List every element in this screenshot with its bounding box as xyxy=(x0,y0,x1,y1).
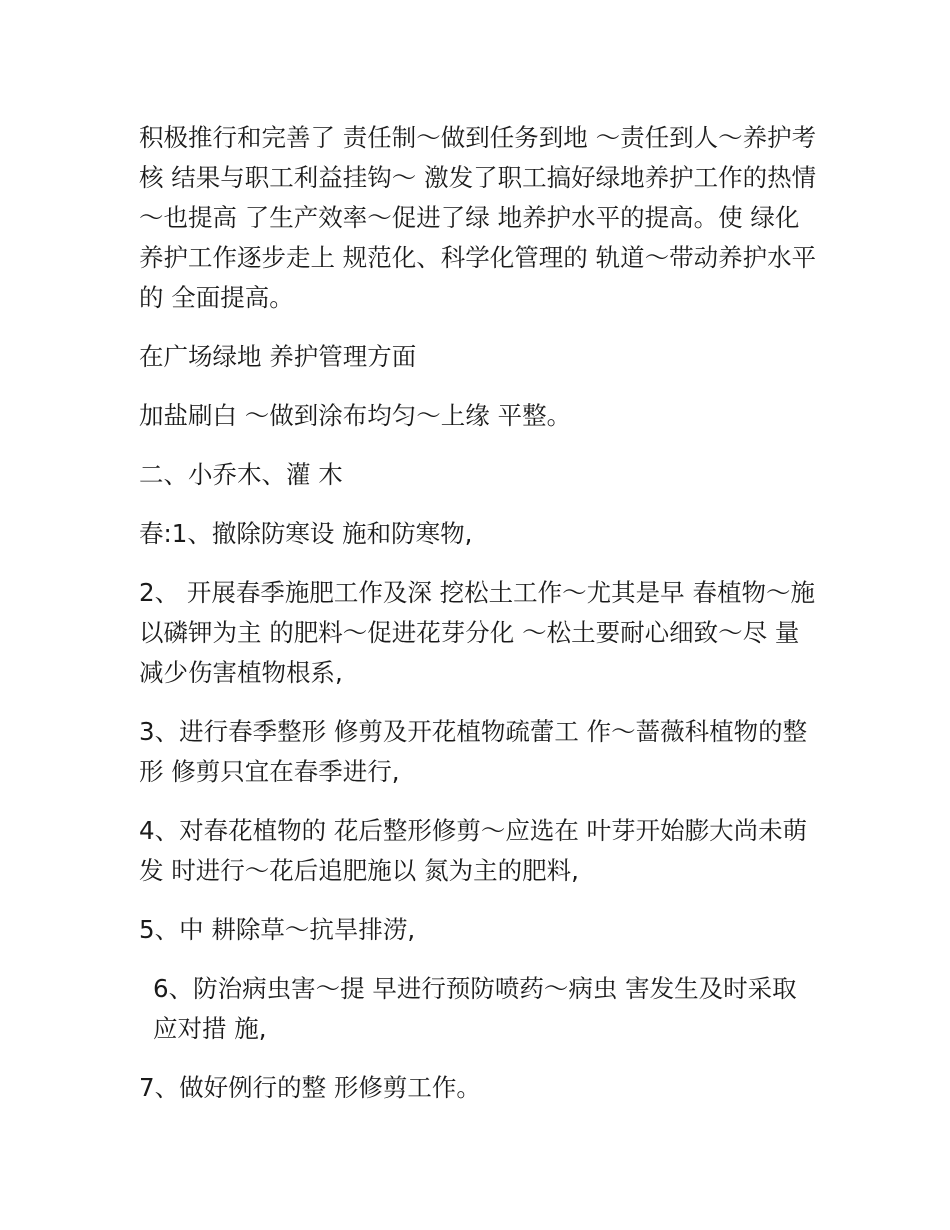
document-body xyxy=(139,118,819,1127)
paragraph-square-greenland: 在广场绿地 养护管理方面 xyxy=(139,342,417,371)
paragraph-whitewash: 加盐刷白 ～做到涂布均匀～上缘 平整。 xyxy=(139,401,572,430)
section-heading-small-trees-shrubs: 二、小乔木、灌 木 xyxy=(139,460,343,489)
list-item-spring-3: 3、进行春季整形 修剪及开花植物疏蕾工 作～蔷薇科植物的整形 修剪只宜在春季进行, xyxy=(139,717,808,786)
list-item-spring-6: 6、防治病虫害～提 早进行预防喷药～病虫 害发生及时采取应对措 施, xyxy=(153,974,797,1043)
list-item-spring-7: 7、做好例行的整 形修剪工作。 xyxy=(139,1073,481,1102)
list-item-spring-2: 2、 开展春季施肥工作及深 挖松土工作～尤其是早 春植物～施以磷钾为主 的肥料～促进花芽分化 ～松土要耐心细致～尽 量减少伤害植物根系, xyxy=(139,578,815,687)
list-item-spring-5: 5、中 耕除草～抗旱排涝, xyxy=(139,915,416,944)
paragraph-responsibility-system: 积极推行和完善了 责任制～做到任务到地 ～责任到人～养护考核 结果与职工利益挂钩～ 激发了职工搞好绿地养护工作的热情～也提高 了生产效率～促进了绿 地养护水平的提高。使 绿化养护工作逐步走上 规范化、科学化管理的 轨道～带动养护水平的 全面提高。 xyxy=(139,123,817,312)
list-item-spring-1: 春:1、撤除防寒设 施和防寒物, xyxy=(139,519,473,548)
list-item-spring-4: 4、对春花植物的 花后整形修剪～应选在 叶芽开始膨大尚未萌发 时进行～花后追肥施以 氮为主的肥料, xyxy=(139,816,808,885)
